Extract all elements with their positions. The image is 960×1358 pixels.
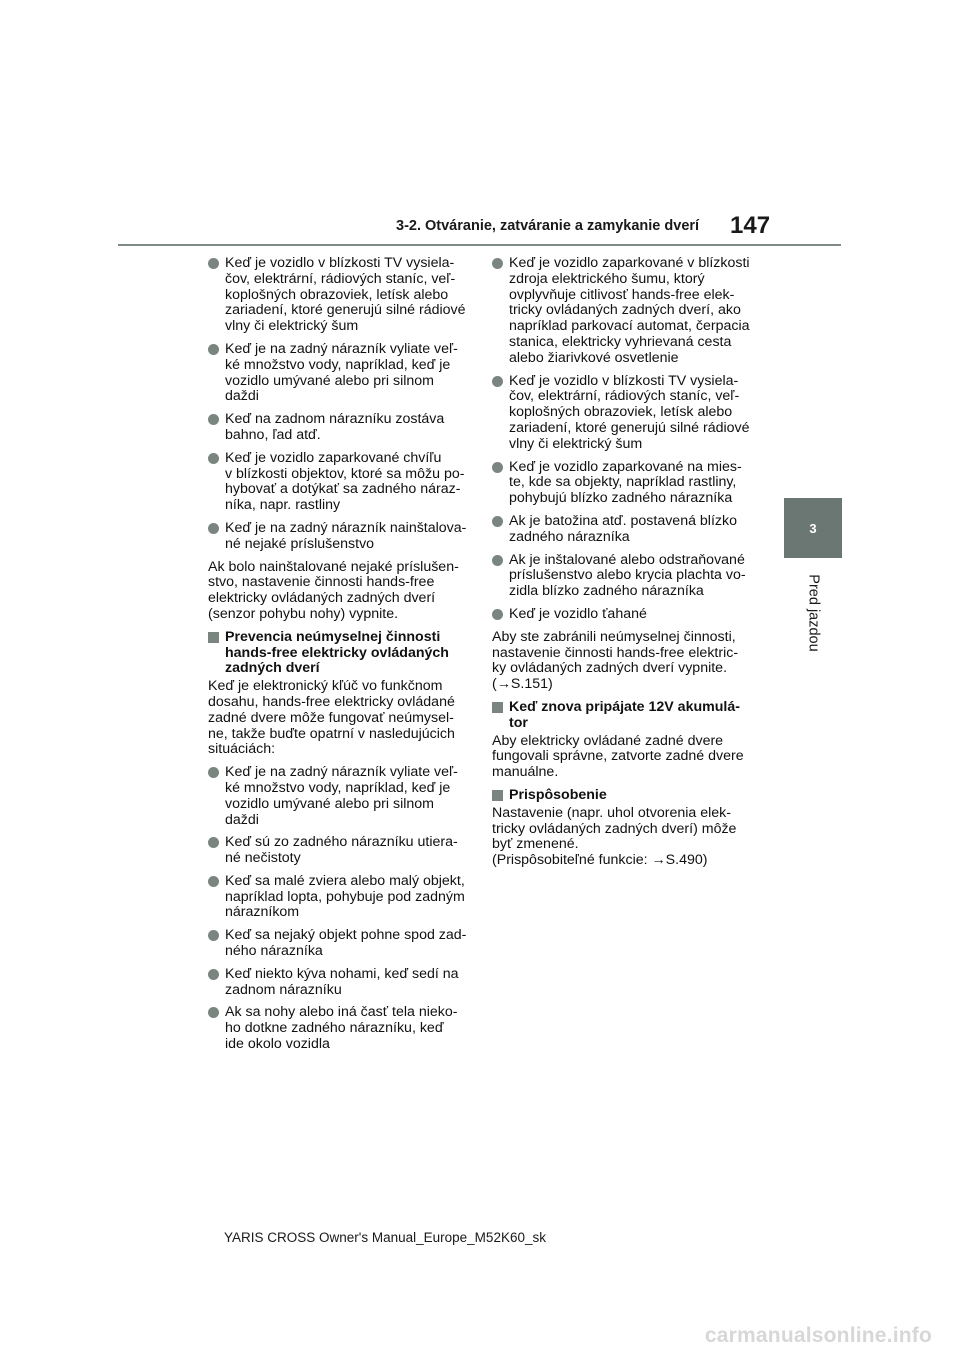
text-line: (senzor pohybu nohy) vypnite.: [208, 605, 399, 622]
text-line: ké množstvo vody, napríklad, keď je: [225, 779, 451, 796]
text-line: Aby elektricky ovládané zadné dvere: [492, 732, 724, 749]
bullet-dot-icon: [208, 453, 219, 464]
square-bullet-icon: [492, 790, 503, 801]
chapter-label-text: Pred jazdou: [806, 574, 823, 652]
text-line: Keď je vozidlo zaparkované chvíľu: [225, 449, 442, 466]
bullet-item: [208, 967, 480, 999]
text-line: stvo, nastavenie činnosti hands-free: [208, 574, 435, 591]
text-line: stanica, elektricky vyhrievaná cesta: [509, 333, 732, 350]
footer: [0, 1230, 960, 1245]
bullet-item: [208, 928, 480, 960]
bullet-item: [208, 874, 480, 921]
footer-text: YARIS CROSS Owner's Manual_Europe_M52K60_sk: [224, 1230, 546, 1245]
text-line: v blízkosti objektov, ktoré sa môžu po-: [225, 465, 465, 482]
chapter-number: 3: [809, 520, 817, 536]
text-line: né nejaké príslušenstvo: [225, 535, 375, 552]
bullet-dot-icon: [208, 523, 219, 534]
text-line: Keď je vozidlo ťahané: [509, 605, 647, 622]
text-line: koplošných obrazoviek, letísk alebo: [225, 286, 449, 303]
text-line: vozidlo umývané alebo pri silnom: [225, 372, 434, 389]
section-heading: [492, 700, 764, 732]
bullet-dot-icon: [492, 555, 503, 566]
bullet-item: [492, 374, 764, 453]
bullet-item: [492, 607, 764, 623]
paragraph: [492, 630, 764, 693]
text-line: ky ovládaných zadných dverí vypnite.: [492, 660, 728, 677]
text-line: te, kde sa objekty, napríklad rastliny,: [509, 474, 737, 491]
bullet-dot-icon: [492, 462, 503, 473]
chapter-tab[interactable]: [784, 498, 842, 558]
bullet-item: [208, 342, 480, 405]
text-line: pohybujú blízko zadného nárazníka: [509, 490, 733, 507]
text-line: nárazníkom: [225, 904, 300, 921]
text-line: Keď je vozidlo zaparkované v blízkosti: [509, 255, 750, 271]
bullet-dot-icon: [492, 516, 503, 527]
bullet-dot-icon: [208, 1007, 219, 1018]
bullet-item: [208, 521, 480, 553]
text-line: zadné dvere môže fungovať neúmysel-: [208, 709, 454, 726]
bullet-item: [492, 460, 764, 507]
text-line: čov, elektrární, rádiových staníc, veľ-: [509, 388, 740, 405]
text-line: Prevencia neúmyselnej činnosti: [225, 628, 441, 645]
paragraph: [208, 679, 480, 758]
text-line: níka, napr. rastliny: [225, 497, 341, 514]
text-line: manuálne.: [492, 764, 559, 781]
bullet-dot-icon: [208, 930, 219, 941]
text-line: Keď na zadnom nárazníku zostáva: [225, 411, 445, 428]
text-line: koplošných obrazoviek, letísk alebo: [509, 404, 733, 421]
text-line: Keď sa malé zviera alebo malý objekt,: [225, 872, 465, 889]
right-column: [492, 256, 764, 876]
text-line: Nastavenie (napr. uhol otvorenia elek-: [492, 804, 731, 821]
text-line: Aby ste zabránili neúmyselnej činnosti,: [492, 628, 736, 645]
text-line: ného nárazníka: [225, 943, 323, 960]
square-bullet-icon: [492, 702, 503, 713]
text-line: (Prispôsobiteľné funkcie: →S.490): [492, 852, 708, 869]
text-line: situáciách:: [208, 741, 276, 758]
text-line: Keď je vozidlo v blízkosti TV vysiela-: [225, 255, 455, 271]
text-line: byť zmenené.: [492, 836, 579, 853]
bullet-dot-icon: [492, 258, 503, 269]
paragraph: [492, 734, 764, 781]
text-line: napríklad parkovací automat, čerpacia: [509, 318, 750, 335]
text-line: Prispôsobenie: [509, 786, 607, 803]
text-line: ovplyvňuje citlivosť hands-free elek-: [509, 286, 735, 303]
text-line: Keď je na zadný nárazník vyliate veľ-: [225, 764, 458, 781]
bullet-dot-icon: [208, 414, 219, 425]
text-line: elektricky ovládaných zadných dverí: [208, 590, 436, 607]
text-line: tricky ovládaných zadných dverí) môže: [492, 820, 737, 837]
bullet-item: [208, 451, 480, 514]
bullet-item: [208, 835, 480, 867]
text-line: Ak je batožina atď. postavená blízko: [509, 512, 737, 529]
text-line: zidla blízko zadného nárazníka: [509, 583, 704, 600]
bullet-item: [208, 256, 480, 335]
text-line: vozidlo umývané alebo pri silnom: [225, 795, 434, 812]
text-line: čov, elektrární, rádiových staníc, veľ-: [225, 270, 456, 287]
text-line: zadnom nárazníku: [225, 981, 342, 998]
text-line: napríklad lopta, pohybuje pod zadným: [225, 888, 465, 905]
text-line: nastavenie činnosti hands-free elektric-: [492, 644, 739, 661]
text-line: príslušenstvo alebo krycia plachta vo-: [509, 567, 746, 584]
text-line: daždi: [225, 811, 259, 828]
bullet-item: [492, 514, 764, 546]
text-line: (→S.151): [492, 676, 553, 693]
text-line: vlny či elektrický šum: [509, 435, 643, 452]
text-line: zariadení, ktoré generujú silné rádiové: [225, 302, 466, 319]
text-line: ho dotkne zadného nárazníku, keď: [225, 1020, 444, 1037]
text-line: alebo žiarivkové osvetlenie: [509, 349, 679, 366]
text-line: zariadení, ktoré generujú silné rádiové: [509, 419, 750, 436]
text-line: tor: [509, 714, 528, 731]
chapter-label: [786, 568, 842, 658]
text-line: Keď je na zadný nárazník vyliate veľ-: [225, 340, 458, 357]
text-line: zadného nárazníka: [509, 528, 630, 545]
bullet-dot-icon: [492, 609, 503, 620]
text-line: hands-free elektricky ovládaných: [225, 644, 449, 661]
bullet-item: [208, 412, 480, 444]
text-line: dosahu, hands-free elektricky ovládané: [208, 693, 455, 710]
text-line: Keď niekto kýva nohami, keď sedí na: [225, 965, 459, 982]
square-bullet-icon: [208, 632, 219, 643]
text-line: Ak bolo nainštalované nejaké príslušen-: [208, 558, 459, 575]
text-line: Keď sa nejaký objekt pohne spod zad-: [225, 927, 467, 944]
text-line: Keď je vozidlo v blízkosti TV vysiela-: [509, 372, 739, 389]
text-line: ide okolo vozidla: [225, 1036, 330, 1053]
text-line: daždi: [225, 388, 259, 405]
text-line: tricky ovládaných zadných dverí, ako: [509, 302, 741, 319]
text-line: ne, takže buďte opatrní v nasledujúcich: [208, 725, 455, 742]
text-line: ké množstvo vody, napríklad, keď je: [225, 356, 451, 373]
bullet-dot-icon: [208, 767, 219, 778]
section-heading: [492, 788, 764, 804]
page-number: 147: [730, 212, 771, 239]
bullet-dot-icon: [492, 376, 503, 387]
section-heading: [208, 630, 480, 677]
section-title: 3-2. Otváranie, zatváranie a zamykanie dverí: [396, 218, 700, 234]
header-divider: [118, 244, 841, 246]
text-line: Keď znova pripájate 12V akumulá-: [509, 698, 740, 715]
text-line: zdroja elektrického šumu, ktorý: [509, 270, 705, 287]
text-line: né nečistoty: [225, 850, 301, 867]
watermark: carmanualsonline.info: [704, 1324, 932, 1347]
text-line: Keď je elektronický kľúč vo funkčnom: [208, 678, 443, 695]
text-line: vlny či elektrický šum: [225, 318, 359, 335]
bullet-dot-icon: [208, 837, 219, 848]
bullet-dot-icon: [208, 969, 219, 980]
text-line: Keď sú zo zadného nárazníku utiera-: [225, 834, 458, 851]
paragraph: [208, 560, 480, 623]
bullet-item: [208, 765, 480, 828]
text-line: Keď je vozidlo zaparkované na mies-: [509, 458, 742, 475]
bullet-item: [492, 553, 764, 600]
bullet-dot-icon: [208, 258, 219, 269]
bullet-item: [208, 1005, 480, 1052]
bullet-dot-icon: [208, 344, 219, 355]
text-line: zadných dverí: [225, 660, 320, 677]
bullet-item: [492, 256, 764, 367]
text-line: Ak sa nohy alebo iná časť tela nieko-: [225, 1004, 458, 1021]
text-line: Keď je na zadný nárazník nainštalova-: [225, 519, 467, 536]
bullet-dot-icon: [208, 876, 219, 887]
text-line: hybovať a dotýkať sa zadného náraz-: [225, 481, 461, 498]
paragraph: [492, 806, 764, 869]
text-line: bahno, ľad atď.: [225, 426, 321, 443]
text-line: Ak je inštalované alebo odstraňované: [509, 551, 745, 568]
text-line: fungovali správne, zatvorte zadné dvere: [492, 748, 744, 765]
left-column: [208, 256, 480, 1060]
